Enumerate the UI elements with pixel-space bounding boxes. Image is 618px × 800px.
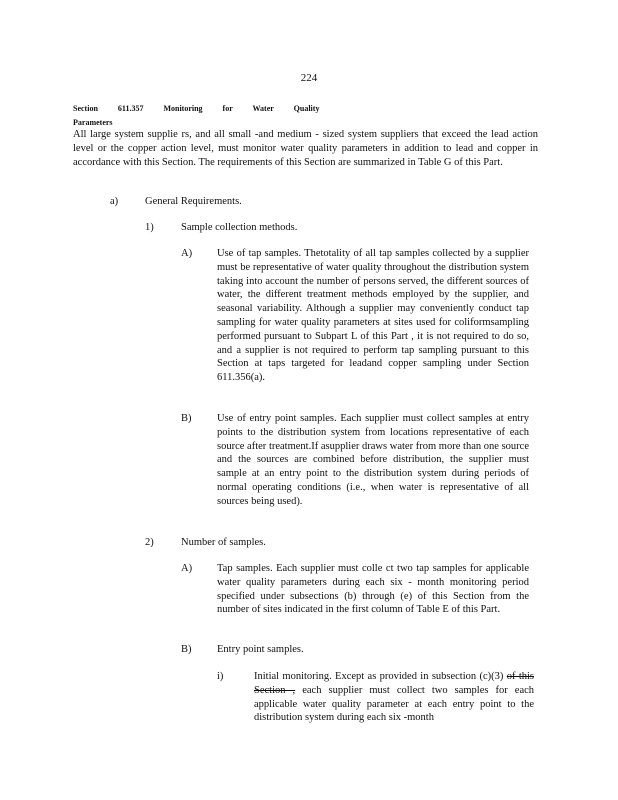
item-1-label: 1) (145, 222, 154, 233)
item-1B-text: Use of entry point samples. Each supplier must collect samples at entry points to the distribution system from locations representative of each source after treatment.If asupplier draws water from more than one source and the sources are combined before distribution, the supplier must sample at an entry point to the distribution system during periods of normal operating conditions (i.e., when water is representative of all sources being used). (217, 413, 529, 507)
item-2-label: 2) (145, 537, 154, 548)
item-2Bi-text-before: Initial monitoring. Except as provided in subsection (c)(3) (254, 671, 504, 682)
item-2-title: Number of samples. (181, 537, 266, 548)
struck-text: of this Section , (254, 671, 534, 696)
item-2Bi-text (254, 670, 534, 725)
subsection-a-label: a) (110, 196, 119, 207)
item-1-title: Sample collection methods. (181, 222, 298, 233)
section-heading: Section 611.357 Monitoring for Water Quality Parameters (73, 104, 320, 127)
intro-paragraph: All large system supplie rs, and all small -and medium - sized system suppliers that exceed the lead action level or the copper action level, must monitor water quality parameters in addition to lead and copper in accordance with this Section. The requirements of this Section are summarized in Table G of this Part. (73, 129, 538, 168)
item-2A-label: A) (181, 563, 193, 574)
item-1B-label: B) (181, 413, 192, 424)
page-number: 224 (300, 72, 318, 84)
subsection-a-title: General Requirements. (145, 196, 242, 207)
item-2Bi-label: i) (217, 671, 224, 682)
item-1A-text: Use of tap samples. Thetotality of all tap samples collected by a supplier must be representative of water quality throughout the distribution system taking into account the number of persons served, the different sources of water, the different treatment methods employed by the supplier, and seasonal variability. Although a supplier may conveniently conduct tap sampling for water quality parameters at sites used for coliformsampling performed pursuant to Subpart L of this Part , it is not required to do so, and a supplier is not required to perform tap sampling pursuant to this Section at taps targeted for leadand copper sampling under Section 611.356(a). (217, 248, 529, 384)
item-2B-title: Entry point samples. (217, 644, 304, 655)
item-2A-text: Tap samples. Each supplier must colle ct two tap samples for applicable water quality parameters during each six - month monitoring period specified under subsections (b) through (e) of this Section from the number of sites indicated in the first column of Table E of this Part. (217, 563, 529, 616)
item-2B-label: B) (181, 644, 192, 655)
item-2Bi-text-after: each supplier must collect two samples for each applicable water quality parameter at each entry point to the distribution system during each six -month (254, 684, 535, 724)
item-1A-label: A) (181, 248, 193, 259)
